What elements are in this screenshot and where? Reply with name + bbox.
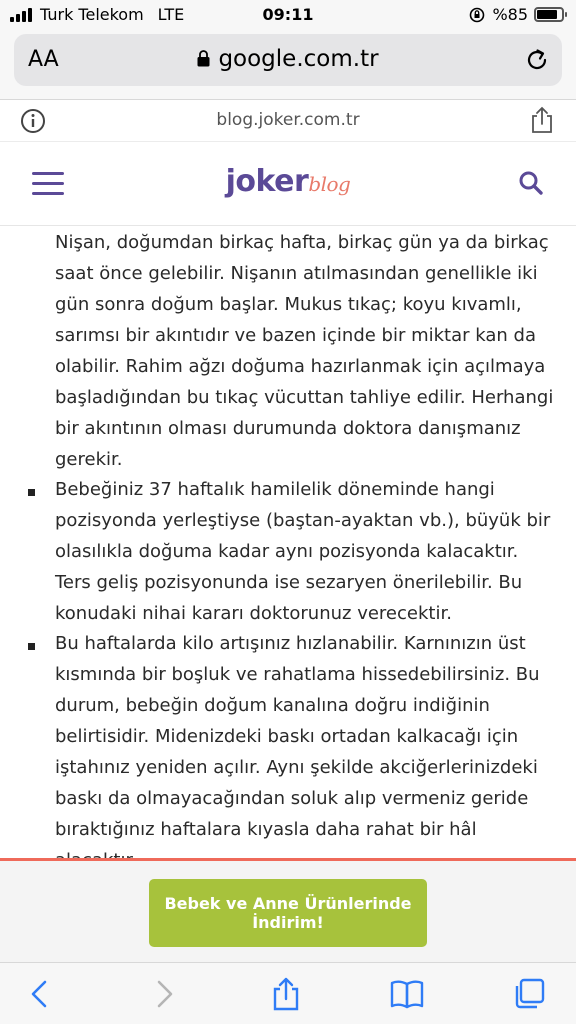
forward-icon[interactable]: [146, 977, 180, 1011]
article-paragraph: Nişan, doğumdan birkaç hafta, birkaç gün ya da birkaç saat önce gelebilir. Nişanın atılmasından genellikle iki gün sonra doğum başlar. Mukus tıkaç; koyu kıvamlı, sarımsı bir akıntıdır ve bazen içinde bir miktar kan da olabilir. Rahim ağzı doğuma hazırlanmak için açılmaya başladığından bu tıkaç vücuttan tahliye edilir. Herhangi bir akıntının olması durumunda doktora danışmanız gerekir.: [55, 232, 554, 470]
signal-icon: [10, 8, 32, 22]
site-info-bar: [0, 100, 576, 142]
browser-bar: [0, 30, 576, 100]
url-text: google.com.tr: [218, 46, 379, 72]
site-domain: blog.joker.com.tr: [216, 110, 360, 130]
text-size-button[interactable]: AA: [28, 47, 59, 72]
carrier-name: Turk Telekom: [40, 5, 144, 24]
status-left: [10, 5, 184, 24]
site-header: [0, 142, 576, 226]
share-icon[interactable]: [269, 977, 303, 1011]
orientation-lock-icon: [468, 6, 486, 24]
reload-icon[interactable]: [522, 45, 552, 75]
tabs-icon[interactable]: [512, 977, 546, 1011]
status-time: 09:11: [262, 5, 314, 24]
share-icon[interactable]: [530, 106, 554, 134]
search-icon[interactable]: [518, 170, 544, 196]
promo-banner: [0, 858, 576, 962]
status-right: [468, 5, 564, 24]
article-content: [0, 226, 576, 860]
article-paragraph: Bu haftalarda kilo artışınız hızlanabilir. Karnınızın üst kısmında bir boşluk ve rahatlama hissedebilirsiniz. Bu durum, bebeğin doğum kanalına doğru indiğinin belirtisidir. Midenizdeki baskı ortadan kalkacağı için iştahınız yeniden açılır. Aynı şekilde akciğerlerinizdeki baskı da olmayacağından soluk alıp vermeniz geride bıraktığınız haftalara kıyasla daha rahat bir hâl: [55, 633, 540, 840]
site-logo[interactable]: [0, 164, 576, 199]
logo-text-blog: blog: [308, 172, 351, 196]
network-type: LTE: [157, 5, 185, 24]
url-display[interactable]: [14, 46, 562, 72]
url-field[interactable]: [14, 34, 562, 86]
back-icon[interactable]: [24, 977, 58, 1011]
status-bar: [0, 0, 576, 30]
bookmarks-icon[interactable]: [390, 977, 424, 1011]
lock-icon: [197, 50, 210, 67]
bullet-icon: [28, 643, 35, 650]
discount-button[interactable]: Bebek ve Anne Ürünlerinde İndirim!: [149, 879, 427, 947]
article-paragraph: Bebeğiniz 37 haftalık hamilelik döneminde hangi pozisyonda yerleştiyse (baştan-ayaktan vb.), büyük bir olasılıkla doğuma kadar aynı pozisyonda kalacaktır. Ters geliş pozisyonunda ise sezaryen önerilebilir. Bu konudaki nihai kararı doktorunuz verecektir.: [55, 479, 551, 624]
browser-toolbar: [0, 962, 576, 1024]
battery-level: [537, 10, 557, 19]
battery-icon: [534, 7, 564, 22]
battery-percent: %85: [492, 5, 528, 24]
bullet-icon: [28, 489, 35, 496]
logo-text-joker: joker: [225, 164, 309, 199]
